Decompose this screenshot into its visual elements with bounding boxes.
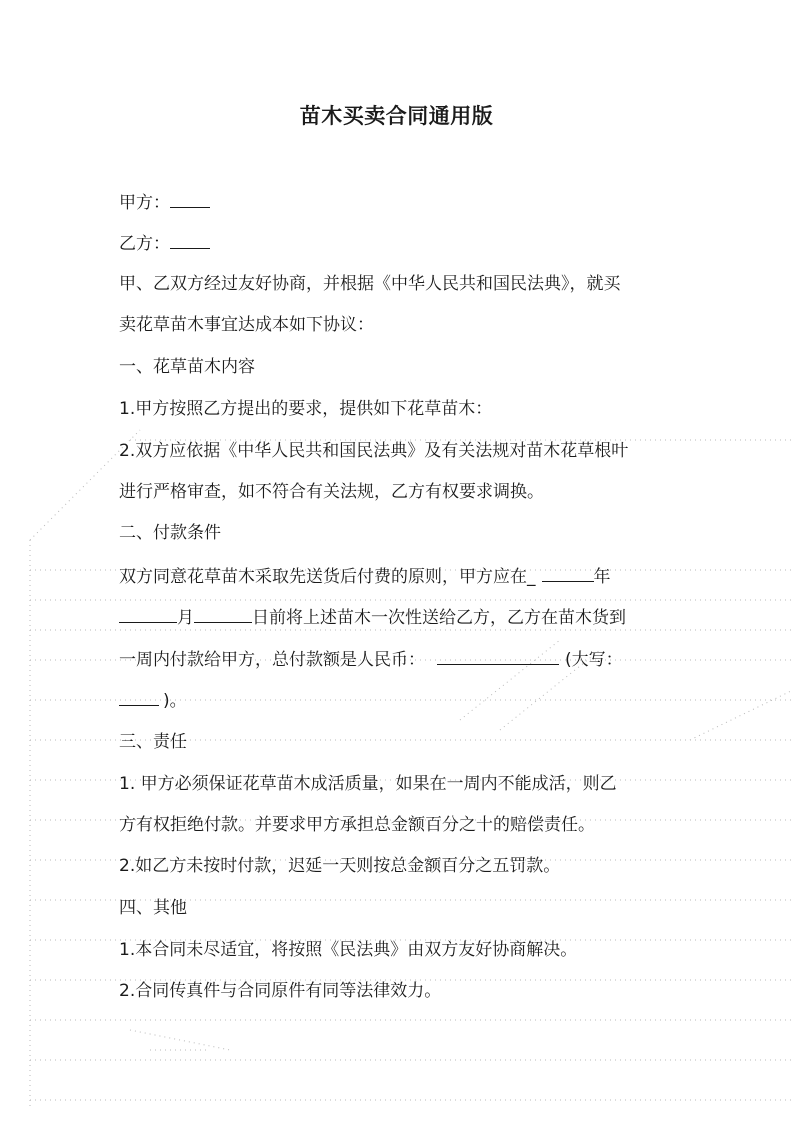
section-2-para-line-4 [119,689,679,712]
section-1-item-2-line-2: 进行严格审查，如不符合有关法规，乙方有权要求调换。 [119,482,544,502]
section-3-item-1-line-2: 方有权拒绝付款。并要求甲方承担总金额百分之十的赔偿责任。 [119,815,595,835]
party-a-line [119,191,679,214]
section-2-para-line-3 [119,648,679,671]
section-3-item-2: 2.如乙方未按时付款，迟延一天则按总金额百分之五罚款。 [119,856,561,876]
intro-line-2: 卖花草苗木事宜达成本如下协议： [119,315,374,335]
section-1-item-2-line-1: 2.双方应依据《中华人民共和国民法典》及有关法规对苗木花草根叶 [119,441,629,461]
section-2-para-line-1 [119,565,679,588]
party-b-blank [170,232,210,249]
amount-blank [437,648,559,665]
party-b-label: 乙方： [119,234,170,254]
section-2-text-a: 双方同意花草苗木采取先送货后付费的原则，甲方应在_ [119,567,536,587]
section-2-heading: 二、付款条件 [119,523,221,543]
year-label: 年 [593,567,611,587]
section-1-item-1: 1.甲方按照乙方提出的要求，提供如下花草苗木： [119,399,493,419]
section-2-text-b: 日前将上述苗木一次性送给乙方，乙方在苗木货到 [252,608,626,628]
section-2-para-line-2 [119,606,679,629]
year-blank [542,565,594,582]
intro-line-1: 甲、乙双方经过友好协商，并根据《中华人民共和国民法典》，就买 [119,274,621,294]
month-label: 月 [177,608,194,628]
section-3-heading: 三、责任 [119,732,187,752]
month-blank [119,606,177,623]
document-title: 苗木买卖合同通用版 [299,104,494,128]
section-4-item-1: 1.本合同未尽适宜，将按照《民法典》由双方友好协商解决。 [119,940,578,960]
section-4-heading: 四、其他 [119,898,187,918]
amount-words-blank [119,689,159,706]
day-blank [194,606,252,623]
section-2-text-d: (大写： [565,650,623,670]
party-b-line [119,232,679,255]
section-3-item-1-line-1: 1. 甲方必须保证花草苗木成活质量，如果在一周内不能成活，则乙 [119,774,617,794]
section-4-item-2: 2.合同传真件与合同原件有同等法律效力。 [119,981,442,1001]
section-2-text-c: 一周内付款给甲方，总付款额是人民币： [119,650,425,670]
section-1-heading: 一、花草苗木内容 [119,357,255,377]
party-a-blank [170,191,210,208]
section-2-text-e: )。 [163,691,187,711]
party-a-label: 甲方： [119,193,170,213]
